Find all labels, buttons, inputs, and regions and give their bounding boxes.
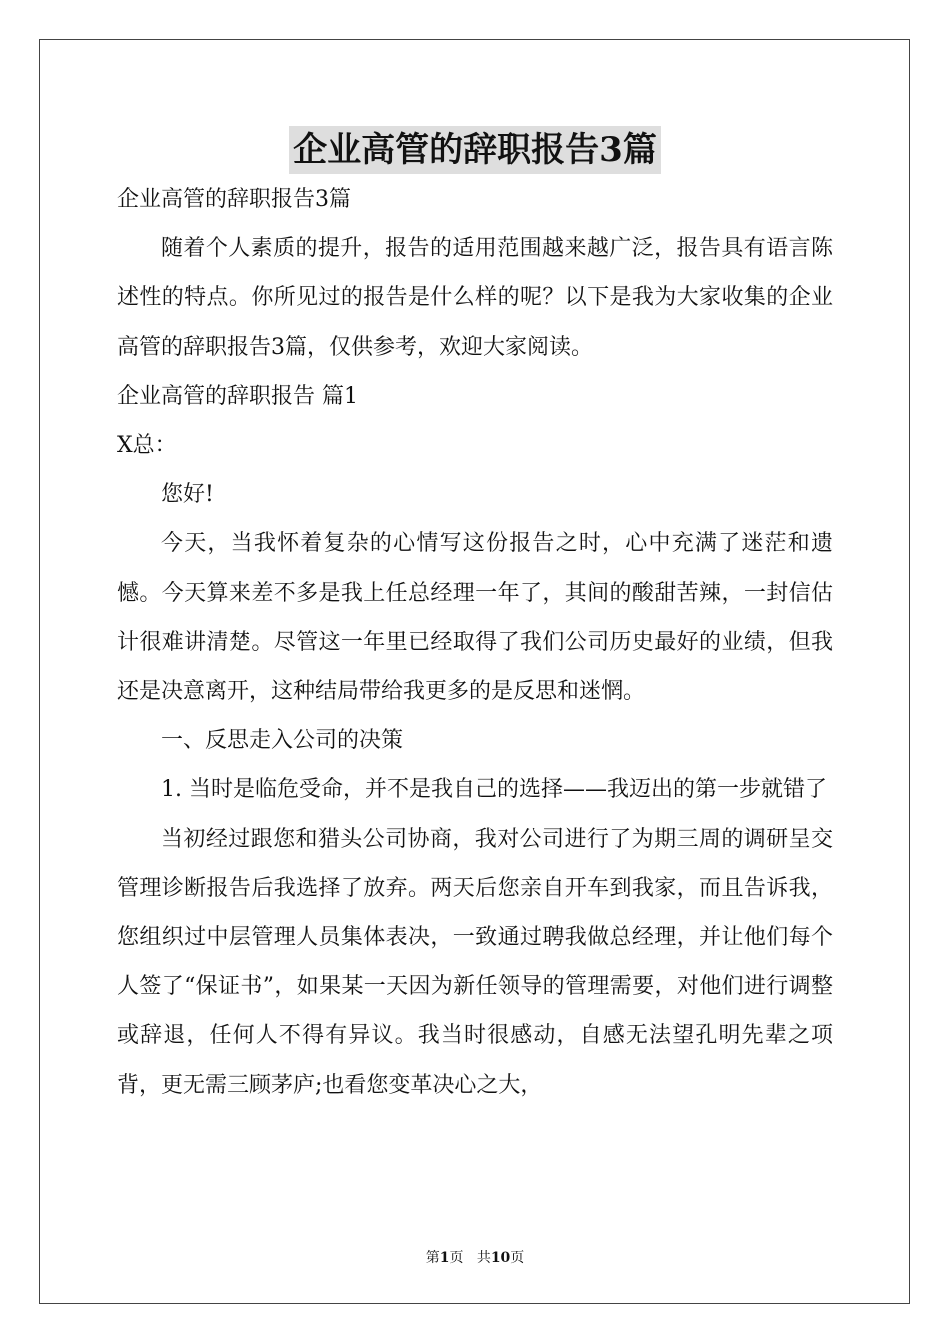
- footer-total-suffix: 页: [510, 1250, 525, 1266]
- footer-total-prefix: 共: [476, 1250, 491, 1266]
- document-body: [117, 175, 833, 1110]
- section-heading: 企业高管的辞职报告 篇1: [117, 383, 358, 409]
- document-title-wrap: [0, 126, 950, 174]
- subtitle-line: 企业高管的辞职报告3篇: [117, 187, 351, 212]
- document-title: 企业高管的辞职报告3篇: [289, 126, 661, 174]
- footer-page-prefix: 第: [425, 1250, 440, 1266]
- intro-paragraph: 随着个人素质的提升，报告的适用范围越来越广泛，报告具有语言陈述性的特点。你所见过的报告是什么样的呢？以下是我为大家收集的企业高管的辞职报告3篇，仅供参考，欢迎大家阅读。: [117, 236, 833, 360]
- salutation: X总：: [117, 433, 177, 459]
- point-heading: 一、反思走入公司的决策: [161, 728, 404, 754]
- footer-page-suffix: 页: [449, 1250, 464, 1266]
- body-paragraph-2: 当初经过跟您和猎头公司协商，我对公司进行了为期三周的调研呈交管理诊断报告后我选择了放弃。两天后您亲自开车到我家，而且告诉我，您组织过中层管理人员集体表决，一致通过聘我做总经理，并让他们每个人签了“保证书”，如果某一天因为新任领导的管理需要，对他们进行调整或辞退，任何人不得有异议。我当时很感动，自感无法望孔明先辈之项背，更无需三顾茅庐;也看您变革决心之大，: [117, 826, 833, 1098]
- body-paragraph-1: 今天，当我怀着复杂的心情写这份报告之时，心中充满了迷茫和遗憾。今天算来差不多是我上任总经理一年了，其间的酸甜苦辣，一封信估计很难讲清楚。尽管这一年里已经取得了我们公司历史最好的业绩，但我还是决意离开，这种结局带给我更多的是反思和迷惘。: [117, 531, 833, 705]
- greeting: 您好!: [161, 482, 214, 508]
- sub-point-1: 1. 当时是临危受命，并不是我自己的选择——我迈出的第一步就错了: [161, 777, 827, 803]
- footer-total-pages: 10: [490, 1250, 511, 1266]
- footer-page-number: 1: [439, 1250, 450, 1266]
- page-footer: [0, 1248, 950, 1268]
